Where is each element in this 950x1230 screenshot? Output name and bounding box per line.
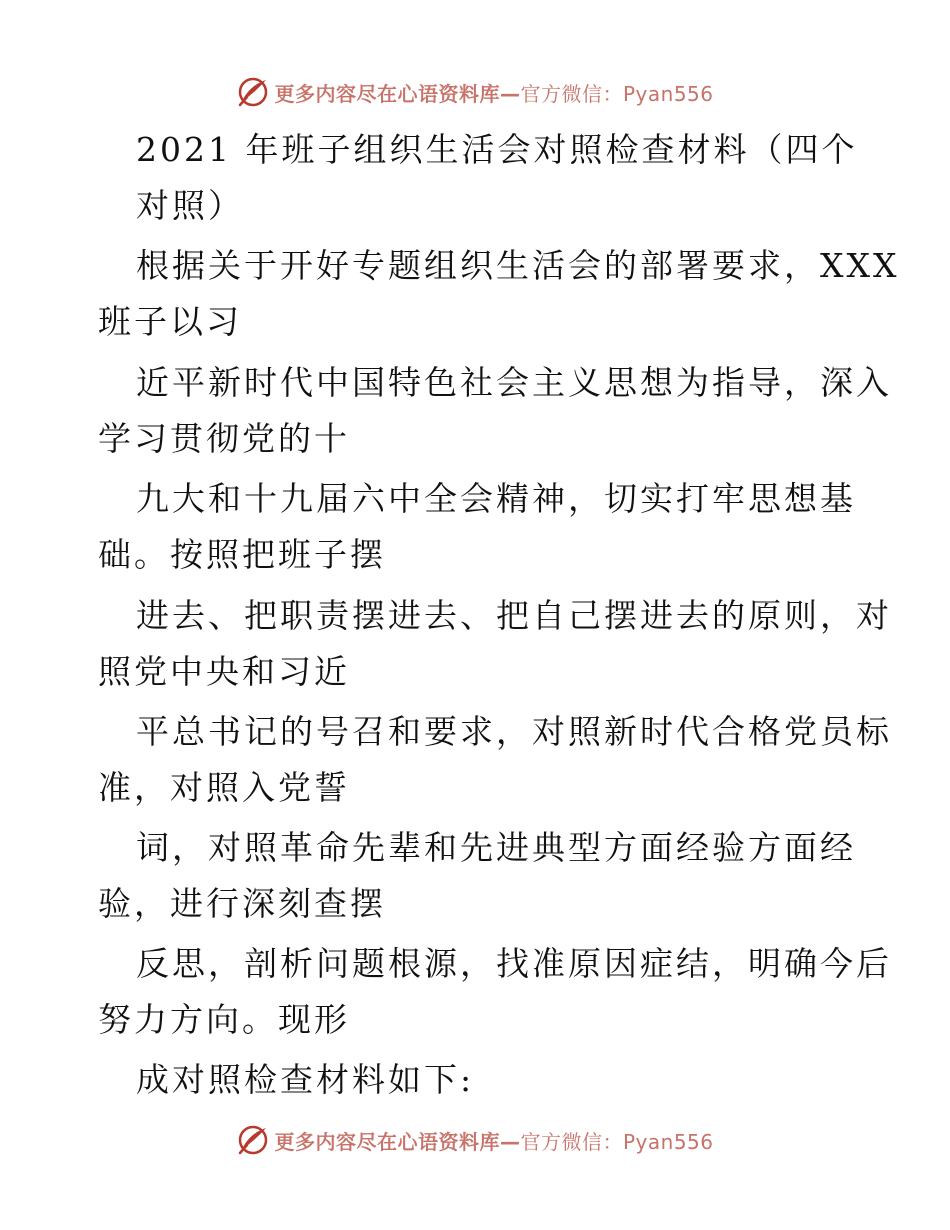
paragraph-line: 进去、把职责摆进去、把自己摆进去的原则，对 (136, 596, 892, 635)
watermark-handle: Pyan556 (622, 1129, 714, 1154)
footer-watermark (0, 1120, 950, 1160)
watermark-text (274, 1126, 713, 1155)
brand-logo-icon (236, 75, 270, 109)
paragraph-line: 础。按照把班子摆 (98, 535, 386, 574)
paragraph-line: 班子以习 (98, 302, 242, 341)
paragraph-line: 验，进行深刻查摆 (98, 884, 386, 923)
watermark-separator: — (499, 1129, 521, 1154)
document-title-line-2: 对照） (136, 186, 244, 225)
watermark-site-name: 更多内容尽在心语资料库 (274, 81, 500, 106)
paragraph-line: 学习贯彻党的十 (98, 419, 350, 458)
paragraph-line: 平总书记的号召和要求，对照新时代合格党员标 (136, 712, 892, 751)
brand-logo-icon (236, 1123, 270, 1157)
document-title-line-1: 2021 年班子组织生活会对照检查材料（四个 (136, 130, 858, 169)
paragraph-line: 努力方向。现形 (98, 1000, 350, 1039)
paragraph-line: 根据关于开好专题组织生活会的部署要求，XXX (136, 246, 900, 285)
paragraph-line: 准，对照入党誓 (98, 768, 350, 807)
watermark-wechat-label: 官方微信： (520, 81, 623, 106)
watermark-handle: Pyan556 (622, 81, 714, 106)
paragraph-line: 照党中央和习近 (98, 652, 350, 691)
paragraph-line: 反思，剖析问题根源，找准原因症结，明确今后 (136, 944, 892, 983)
paragraph-line: 九大和十九届六中全会精神，切实打牢思想基 (136, 479, 856, 518)
watermark-wechat-label: 官方微信： (520, 1129, 623, 1154)
watermark-separator: — (499, 81, 521, 106)
paragraph-line: 词，对照革命先辈和先进典型方面经验方面经 (136, 828, 856, 867)
header-watermark (0, 72, 950, 112)
paragraph-line: 近平新时代中国特色社会主义思想为指导，深入 (136, 363, 892, 402)
paragraph-line: 成对照检查材料如下: (136, 1060, 475, 1099)
watermark-site-name: 更多内容尽在心语资料库 (274, 1129, 500, 1154)
watermark-text (274, 78, 713, 107)
